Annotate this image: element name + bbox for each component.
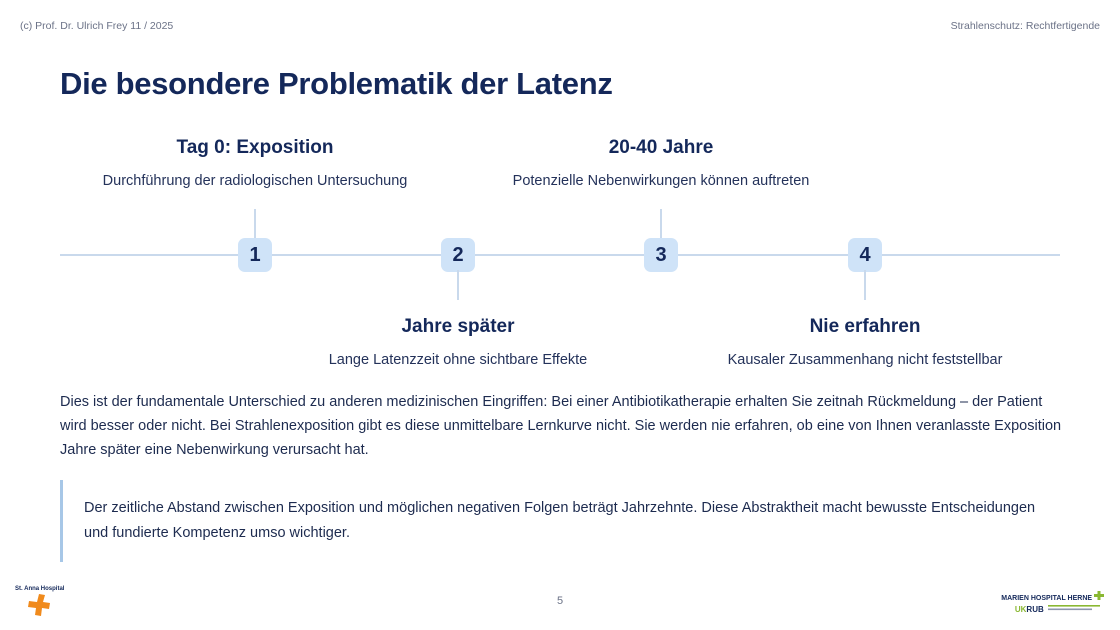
timeline-event-1 <box>45 137 465 189</box>
st-anna-logo-text: St. Anna Hospital <box>15 586 65 592</box>
timeline-marker-4: 4 <box>848 238 882 272</box>
timeline-connector <box>457 270 459 300</box>
orange-cross-icon <box>15 592 51 618</box>
timeline-connector <box>864 270 866 300</box>
timeline-marker-3: 3 <box>644 238 678 272</box>
timeline-marker-1: 1 <box>238 238 272 272</box>
timeline-connector <box>254 209 256 239</box>
ukrub-logo-text: UKRUB <box>1001 604 1104 614</box>
timeline-event-2 <box>248 316 668 368</box>
quote-block <box>60 480 1040 562</box>
timeline-event-title: Nie erfahren <box>809 316 921 337</box>
page-number: 5 <box>556 595 564 607</box>
timeline-event-desc: Potenzielle Nebenwirkungen können auftreten <box>512 173 810 189</box>
header-topic: Strahlenschutz: Rechtfertigende <box>950 20 1100 32</box>
timeline-event-title: Tag 0: Exposition <box>176 137 334 158</box>
slide-title: Die besondere Problematik der Latenz <box>60 66 613 101</box>
university-wordmark-icon <box>1046 604 1104 612</box>
timeline-event-desc: Kausaler Zusammenhang nicht feststellbar <box>727 352 1003 368</box>
timeline-connector <box>660 209 662 239</box>
header-author: (c) Prof. Dr. Ulrich Frey 11 / 2025 <box>20 20 174 32</box>
marien-hospital-logo <box>1001 591 1104 614</box>
timeline-axis <box>60 254 1060 256</box>
body-paragraph: Dies ist der fundamentale Unterschied zu anderen medizinischen Eingriffen: Bei einer Antibiotikatherapie erhalten Sie zeitnah Rückmeldung – der Patient wird besser oder nicht. Bei Strahlenexposition gibt es diese unmittelbare Lernkurve nicht. Sie werden nie erfahren, ob eine von Ihnen veranlasste Exposition Jahre später eine Nebenwirkung verursacht hat. <box>60 394 1062 458</box>
timeline-event-title: Jahre später <box>401 316 515 337</box>
timeline-marker-2: 2 <box>441 238 475 272</box>
timeline-event-3 <box>451 137 871 189</box>
timeline-event-desc: Durchführung der radiologischen Untersuchung <box>102 173 408 189</box>
timeline-event-desc: Lange Latenzzeit ohne sichtbare Effekte <box>328 352 588 368</box>
marien-hospital-logo-text: MARIEN HOSPITAL HERNE <box>1001 591 1104 602</box>
quote-text: Der zeitliche Abstand zwischen Exposition und möglichen negativen Folgen beträgt Jahrzehnte. Diese Abstraktheit macht bewusste Entscheidungen und fundierte Kompetenz umso wichtiger. <box>84 500 1036 541</box>
st-anna-logo <box>15 586 64 623</box>
green-cross-icon <box>1094 591 1104 600</box>
timeline-event-title: 20-40 Jahre <box>608 137 714 158</box>
timeline-event-4 <box>655 316 1075 368</box>
